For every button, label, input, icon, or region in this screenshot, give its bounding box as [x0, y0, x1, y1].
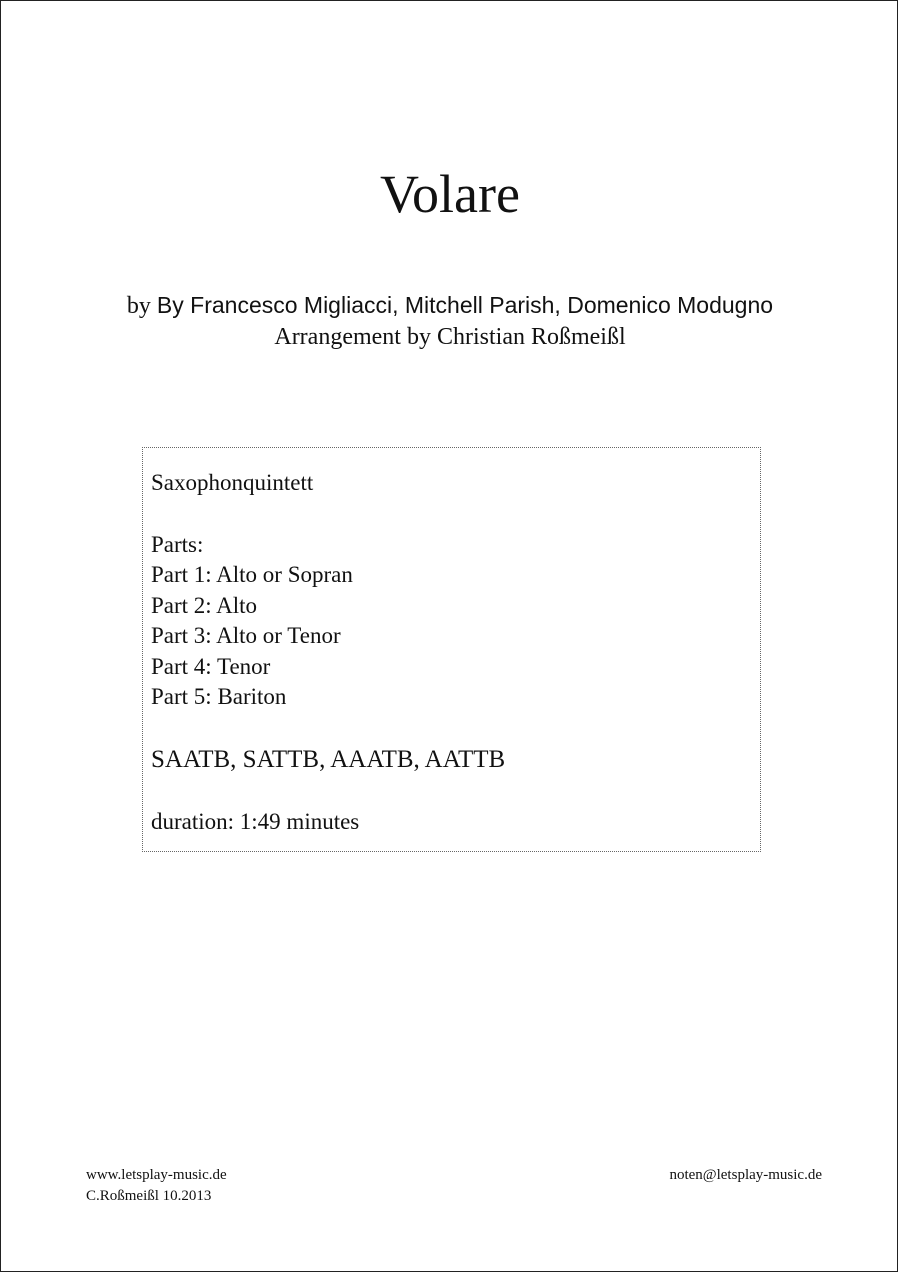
voicing-variants: SAATB, SATTB, AAATB, AATTB	[151, 746, 506, 773]
instrumentation-box	[142, 447, 761, 852]
footer-email: noten@letsplay-music.de	[669, 1167, 822, 1183]
part-item: Part 5: Bariton	[151, 684, 287, 709]
composer-names: By Francesco Migliacci, Mitchell Parish, Domenico Modugno	[156, 292, 774, 318]
footer-copyright: C.Roßmeißl 10.2013	[86, 1188, 212, 1204]
arranger-credit: Arrangement by Christian Roßmeißl	[274, 324, 626, 350]
ensemble-label: Saxophonquintett	[151, 470, 314, 495]
duration-text: duration: 1:49 minutes	[151, 809, 360, 834]
footer-website: www.letsplay-music.de	[86, 1167, 227, 1183]
part-item: Part 3: Alto or Tenor	[151, 623, 341, 648]
page-title: Volare	[380, 164, 520, 224]
parts-heading: Parts:	[151, 532, 204, 557]
composer-credit	[0, 290, 900, 321]
part-item: Part 4: Tenor	[151, 654, 271, 679]
composer-prefix: by	[126, 293, 151, 319]
part-item: Part 1: Alto or Sopran	[151, 562, 353, 587]
part-item: Part 2: Alto	[151, 593, 258, 618]
